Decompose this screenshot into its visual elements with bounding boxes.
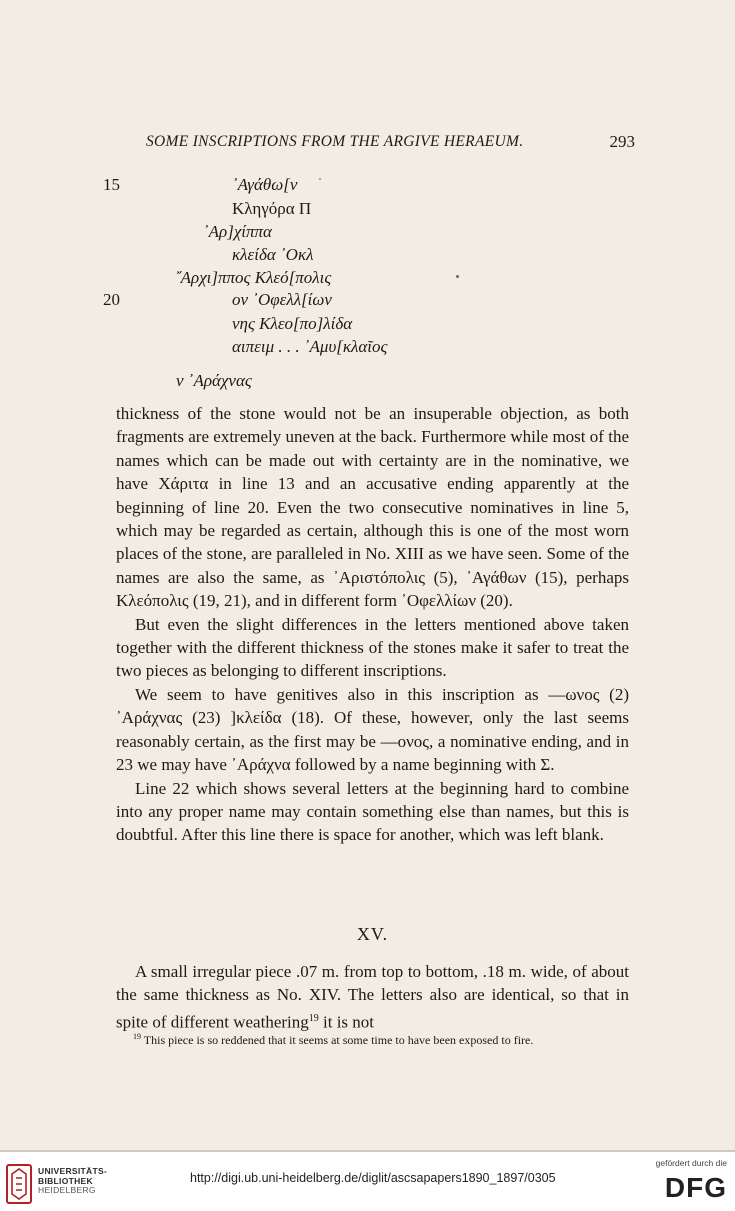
library-name — [38, 1167, 107, 1196]
paragraph: Line 22 which shows several letters at the beginning hard to combine into any proper name may contain something else than names, but this is doubtful. After this line there is space for another, which was left blank. — [116, 778, 629, 845]
inscription-line: ον ᾿Οφελλ[ίων — [232, 290, 332, 309]
inscription-line: αιπειμ . . . ᾿Αμυ[κλαῖος — [232, 337, 388, 356]
inscription-line: κλείδα ᾿Οκλ — [232, 245, 314, 264]
footnote-text: This piece is so reddened that it seems at some time to have been exposed to fire. — [143, 1033, 534, 1047]
footnote — [133, 1032, 633, 1048]
inscription-line: ῎Αρχι]ππος Κλεό[πολις — [175, 268, 332, 287]
source-url-link[interactable]: http://digi.ub.uni-heidelberg.de/diglit/ascsapapers1890_1897/0305 — [190, 1171, 556, 1185]
library-name-line: HEIDELBERG — [38, 1185, 96, 1195]
inscription-line: νης Κλεο[πο]λίδα — [232, 314, 353, 333]
inscription-line: ᾿Αρ]χίππα — [203, 222, 272, 241]
inscription-line: ᾿Αγάθω[ν — [232, 175, 298, 194]
paragraph: But even the slight differences in the letters mentioned above taken together with the different thickness of the stones make it safer to treat the two pieces as belonging to different inscriptions. — [116, 614, 629, 681]
library-name-line: BIBLIOTHEK — [38, 1175, 93, 1186]
university-seal-icon — [6, 1164, 32, 1204]
paragraph: We seem to have genitives also in this inscription as —ωνος (2) ᾿Αράχνας (23) ]κλείδα (18). Of these, however, only the last seems reasonably certain, as the first may be —ονος, a nominative ending, and in 23 we may have ᾿Αράχνα followed by a name beginning with Σ. — [116, 684, 629, 775]
ink-speck — [319, 178, 321, 180]
paragraph-text: A small irregular piece .07 m. from top to bottom, .18 m. wide, of about the same thickness as No. XIV. The letters also are identical, so that in spite of different weathering — [116, 962, 629, 1032]
footnote-marker: 19 — [133, 1032, 141, 1041]
footnote-reference: 19 — [308, 1012, 319, 1024]
running-header: SOME INSCRIPTIONS FROM THE ARGIVE HERAEUM. — [146, 133, 524, 150]
paragraph-text-tail: it is not — [318, 1012, 375, 1032]
ink-speck — [456, 275, 459, 278]
page-number: 293 — [609, 132, 635, 151]
line-number-20: 20 — [103, 290, 120, 309]
library-name-line: UNIVERSITÄTS- — [38, 1166, 108, 1176]
paragraph: thickness of the stone would not be an insuperable objection, as both fragments are extremely uneven at the back. Furthermore while most of the names which can be made out with certainty are in the nominative, we have Χάριτα in line 13 and an accusative ending apparently at the beginning of line 20. Even the two consecutive nominatives in line 5, which may be regarded as certain, although this is one of the most worn places of the stone, are paralleled in No. XIII as we have seen. Some of the names are also the same, as ᾿Αριστόπολις (5), ᾿Αγάθων (15), perhaps Κλεόπολις (19, 21), and in different form ᾿Οφελλίων (20). — [116, 404, 629, 611]
dfg-logo: DFG — [664, 1172, 727, 1203]
body-text — [116, 402, 629, 847]
digitization-footer — [0, 1150, 735, 1211]
line-number-15: 15 — [103, 175, 120, 194]
paragraph — [116, 960, 629, 1034]
footer-divider — [0, 1150, 735, 1152]
inscription-line: ν ᾿Αράχνας — [176, 371, 252, 390]
section-title: XV. — [356, 924, 389, 944]
inscription-line: Κληγόρα Π — [232, 199, 312, 218]
section-body — [116, 960, 629, 1034]
funded-by-label: gefördert durch die — [655, 1158, 727, 1168]
